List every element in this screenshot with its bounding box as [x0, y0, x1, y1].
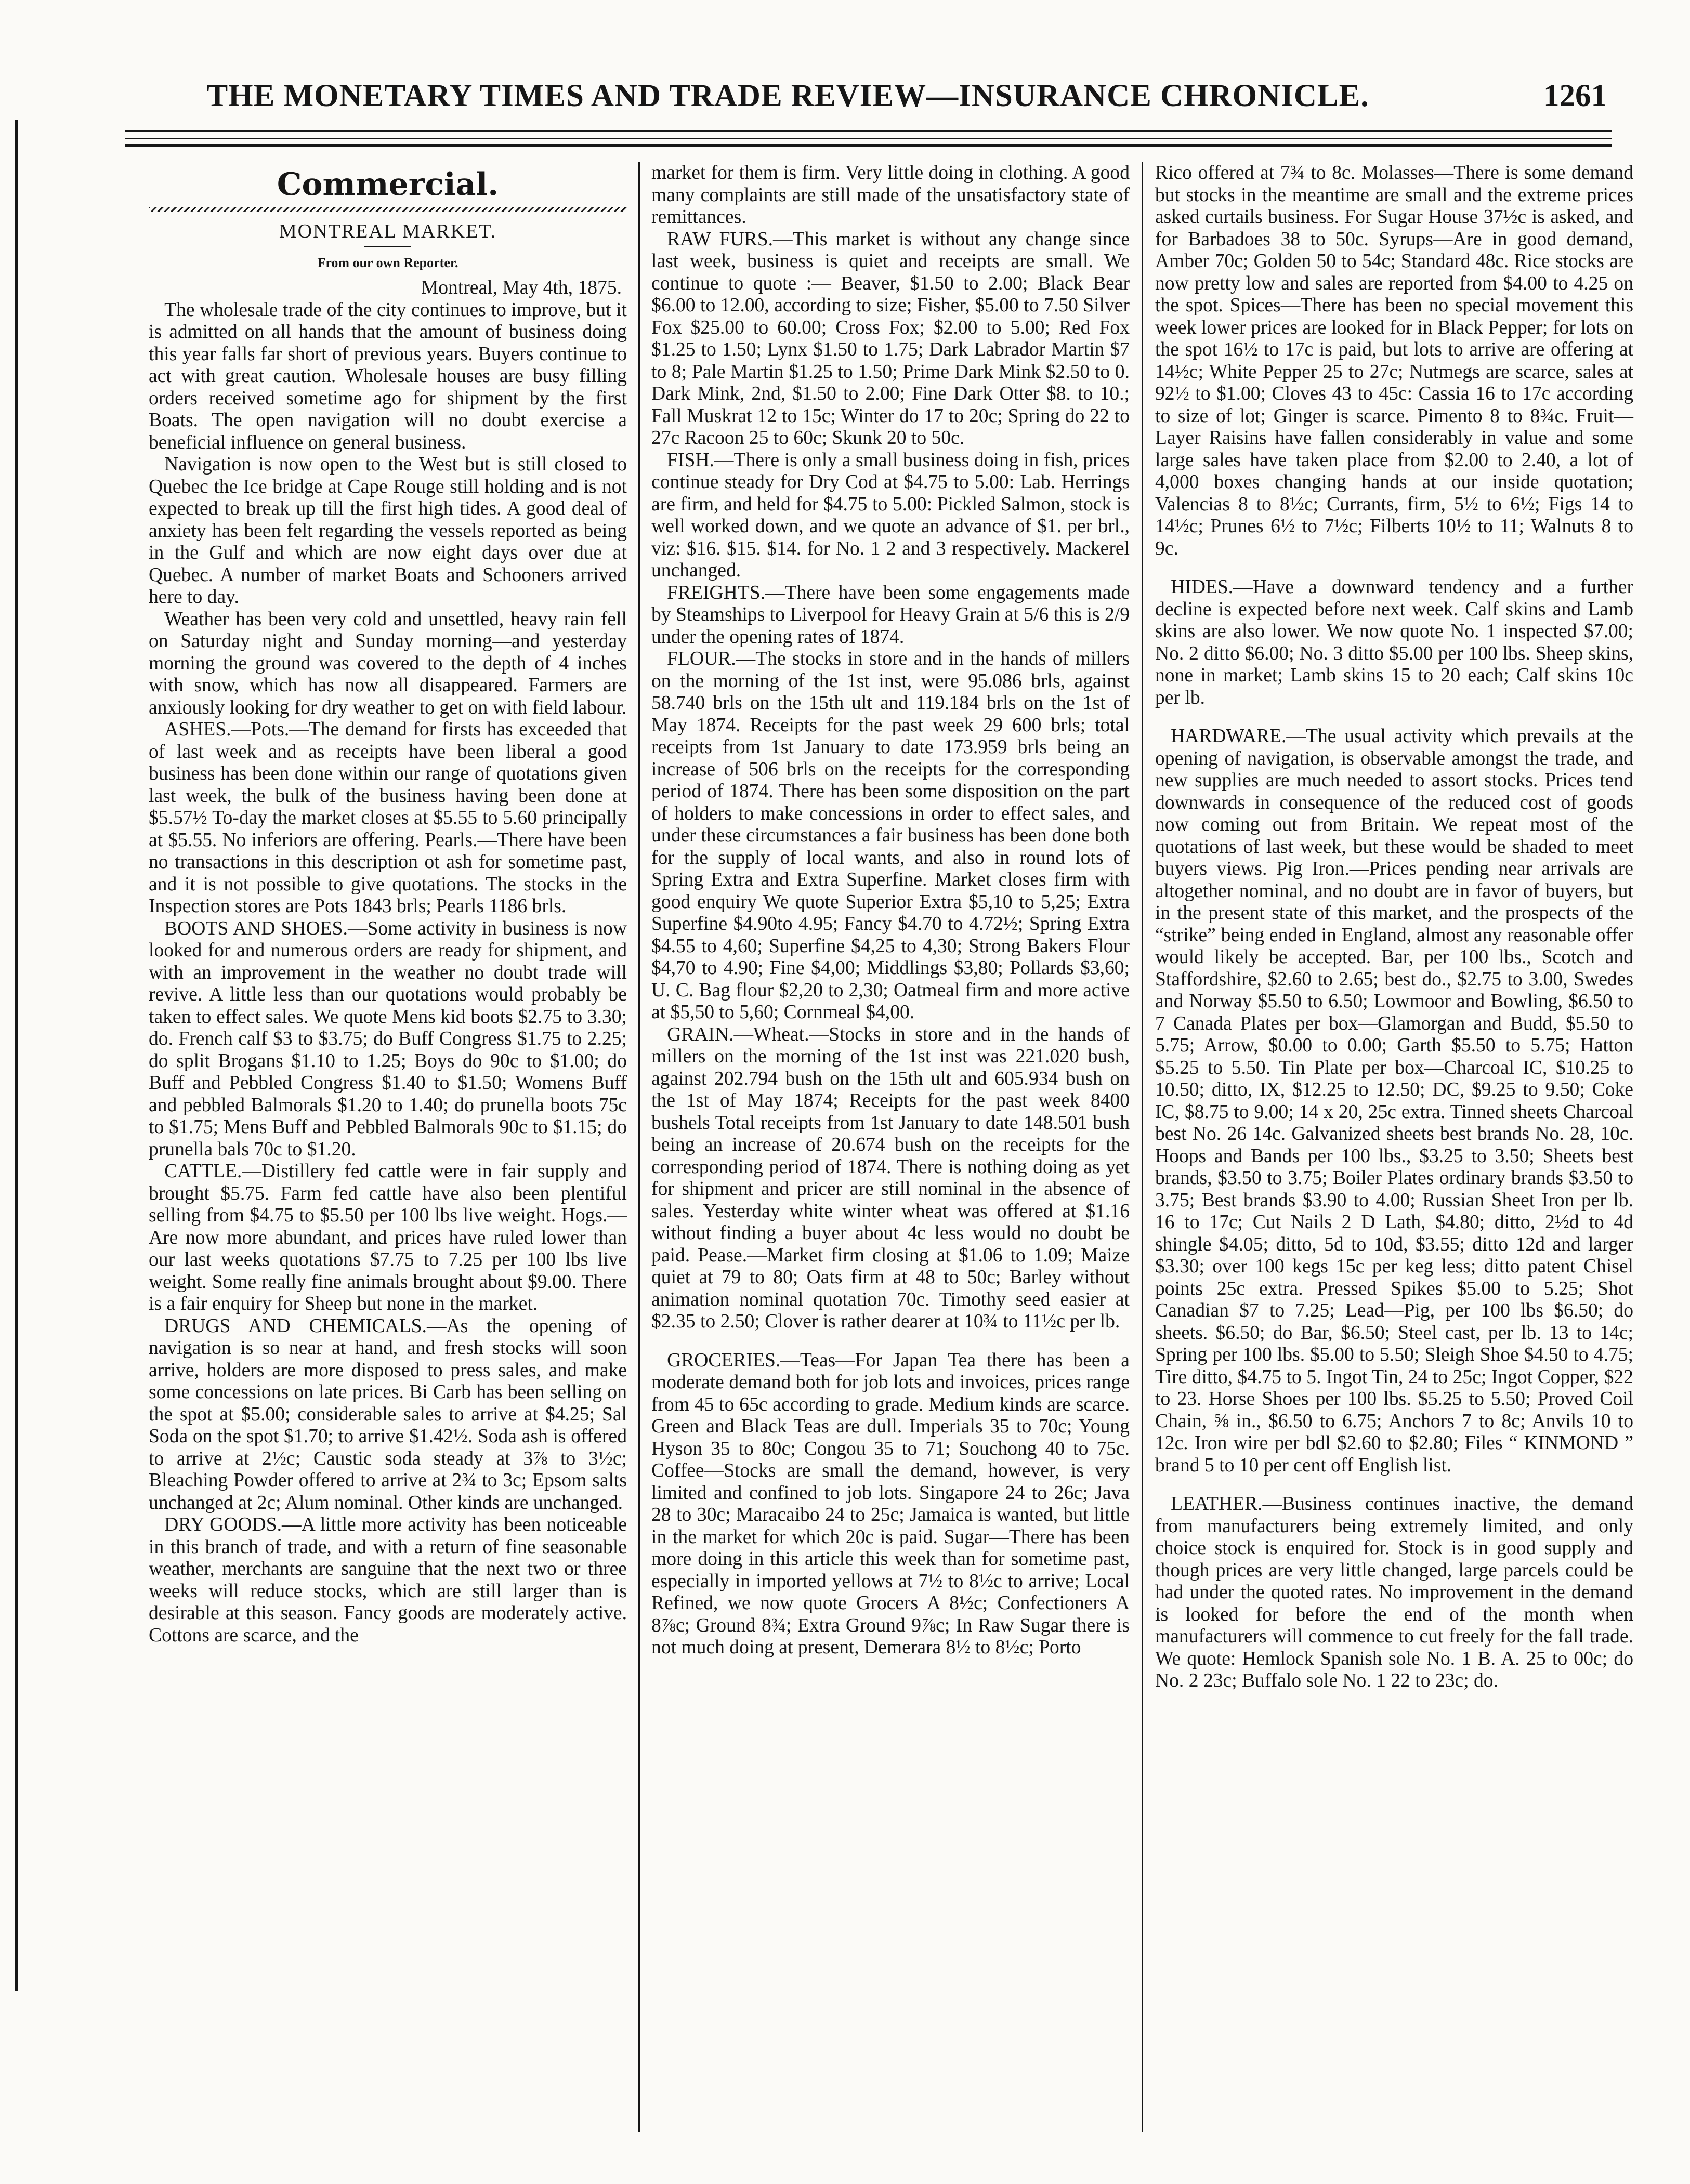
byline: From our own Reporter. [317, 255, 458, 270]
page-header [125, 78, 1607, 120]
article-title: MONTREAL MARKET. [279, 220, 497, 242]
paragraph: market for them is firm. Very little doing in clothing. A good many complaints are still made of the unsatisfactory state of remittances. [651, 162, 1130, 228]
column-1 [149, 162, 627, 1647]
binding-edge [15, 120, 18, 1991]
dateline: Montreal, May 4th, 1875. [421, 277, 622, 298]
column-3 [1155, 162, 1633, 1692]
paragraph-dry-goods: DRY GOODS.—A little more activity has been noticeable in this branch of trade, and with a return of fine seasonable weather, merchants are sanguine that the next two or three weeks will reduce stocks, which are still larger than is desirable at this season. Fancy goods are moderately active. Cottons are scarce, and the [149, 1514, 627, 1646]
paragraph-raw-furs: RAW FURS.—This market is without any change since last week, business is quiet and receipts are small. We continue to quote :— Beaver, $1.50 to 2.00; Black Bear $6.00 to 12.00, according to size; Fisher, $5.00 to 7.50 Silver Fox $25.00 to 60.00; Cross Fox; $2.00 to 5.00; Red Fox $1.25 to 1.50; Lynx $1.50 to 1.75; Dark Labrador Martin $7 to 8; Pale Martin $1.25 to 1.50; Prime Dark Mink $2.50 to 0. Dark Mink, 2nd, $1.50 to 2.00; Fine Dark Otter $8. to 10.; Fall Muskrat 12 to 15c; Winter do 17 to 20c; Spring do 22 to 27c Racoon 25 to 60c; Skunk 20 to 50c. [651, 228, 1130, 449]
paragraph: Weather has been very cold and unsettled, heavy rain fell on Saturday night and Sunday morning—and yesterday morning the ground was covered to the depth of 4 inches with snow, which has now all disappeared. Farmers are anxiously looking for dry weather to get on with field labour. [149, 608, 627, 718]
header-rule [125, 138, 1612, 139]
paragraph-flour: FLOUR.—The stocks in store and in the hands of millers on the morning of the 1st inst, were 95.086 brls, against 58.740 brls on the 15th ult and 119.184 brls on the 1st of May 1874. Receipts for the past week 29 600 brls; total receipts from 1st January to date 173.959 brls being an increase of 506 brls on the receipts for the corresponding period of 1874. There has been some disposition on the part of holders to make concessions in order to effect sales, and under these circumstances a fair business has been done both for the supply of local wants, and also in round lots of Spring Extra and Extra Superfine. Market closes firm with good enquiry We quote Superior Extra $5,10 to 5,25; Extra Superfine $4.90to 4.95; Fancy $4.70 to 4.72½; Spring Extra $4.55 to 4,60; Superfine $4,25 to 4,30; Strong Bakers Flour $4,70 to 4.90; Fine $4,00; Middlings $3,80; Pollards $3,60; U. C. Bag flour $2,20 to 2,30; Oatmeal firm and more active at $5,50 to 5,60; Cornmeal $4,00. [651, 648, 1130, 1023]
paragraph-hardware: HARDWARE.—The usual activity which prevails at the opening of navigation, is observable amongst the trade, and new supplies are much needed to assort stocks. Prices tend downwards in consequence of the reduced cost of goods now coming out from Britain. We repeat most of the quotations of last week, but these would be shaded to meet buyers views. Pig Iron.—Prices pending near arrivals are altogether nominal, and no doubt are in favor of buyers, but in the present state of this market, and the prospects of the “strike” being ended in England, almost any reasonable offer would likely be accepted. Bar, per 100 lbs., Scotch and Staffordshire, $2.60 to 2.65; best do., $2.75 to 3.00, Swedes and Norway $5.50 to 6.50; Lowmoor and Bowling, $6.50 to 7 Canada Plates per box—Glamorgan and Budd, $5.50 to 5.75; Arrow, $0.00 to 0.00; Garth $5.50 to 5.75; Hatton $5.25 to 5.50. Tin Plate per box—Charcoal IC, $10.25 to 10.50; ditto, IX, $12.25 to 12.50; DC, $9.25 to 9.50; Coke IC, $8.75 to 9.00; 14 x 20, 25c extra. Tinned sheets Charcoal best No. 26 14c. Galvanized sheets best brands No. 28, 10c. Hoops and Bands per 100 lbs., $3.25 to 3.50; Sheets best brands, $3.50 to 3.75; Boiler Plates ordinary brands $3.50 to 3.75; Best brands $3.90 to 4.00; Russian Sheet Iron per lb. 16 to 17c; Cut Nails 2 D Lath, $4.80; ditto, 2½d to 4d shingle $4.05; ditto, 5d to 10d, $3.55; ditto 12d and larger $3.30; over 100 kegs 15c per keg less; ditto patent Chisel points 25c extra. Pressed Spikes $5.00 to 5.25; Shot Canadian $7 to 7.25; Lead—Pig, per 100 lbs $6.50; do sheets. $6.50; do Bar, $6.50; Steel cast, per lb. 13 to 14c; Spring per 100 lbs. $5.00 to 5.50; Sleigh Shoe $4.50 to 4.75; Tire ditto, $4.75 to 5. Ingot Tin, 24 to 25c; Ingot Copper, $22 to 23. Horse Shoes per 100 lbs. $5.25 to 5.50; Proved Coil Chain, ⅝ in., $6.50 to 6.75; Anchors 7 to 8c; Anvils 10 to 12c. Iron wire per bdl $2.60 to $2.80; Files “ KINMOND ” brand 5 to 10 per cent off English list. [1155, 726, 1633, 1476]
paragraph-freights: FREIGHTS.—There have been some engagements made by Steamships to Liverpool for Heavy Grain at 5/6 this is 2/9 under the opening rates of 1874. [651, 582, 1130, 648]
paragraph-fish: FISH.—There is only a small business doing in fish, prices continue steady for Dry Cod at $4.75 to 5.00: Lab. Herrings are firm, and held for $4.75 to 5.00: Pickled Salmon, stock is well worked down, and we quote an advance of $1. per brl., viz: $16. $15. $14. for No. 1 2 and 3 respectively. Mackerel unchanged. [651, 449, 1130, 581]
paragraph: The wholesale trade of the city continues to improve, but it is admitted on all hands that the amount of business doing this year falls far short of previous years. Buyers continue to act with great caution. Wholesale houses are busy filling orders received sometime ago for shipment by the first Boats. The open navigation will no doubt exercise a beneficial influence on general business. [149, 299, 627, 453]
paragraph-groceries: GROCERIES.—Teas—For Japan Tea there has been a moderate demand both for job lots and invoices, prices range from 45 to 65c according to grade. Medium kinds are scarce. Green and Black Teas are dull. Imperials 35 to 70c; Young Hyson 35 to 80c; Congou 35 to 71; Souchong 40 to 75c. Coffee—Stocks are small the demand, however, is very limited and confined to job lots. Singapore 24 to 26c; Java 28 to 30c; Maracaibo 24 to 25c; Jamaica is wanted, but little in the market for which 20c is paid. Sugar—There has been more doing in this article this week than for sometime past, especially in imported yellows at 7½ to 8½c to arrive; Local Refined, we now quote Grocers A 8½c; Confectioners A 8⅞c; Ground 8¾; Extra Ground 9⅞c; In Raw Sugar there is not much doing at present, Demerara 8½ to 8½c; Porto [651, 1349, 1130, 1658]
paragraph-ashes: ASHES.—Pots.—The demand for firsts has exceeded that of last week and as receipts have been liberal a good business has been done within our range of quotations given last week, the bulk of the business having been done at $5.57½ To-day the market closes at $5.55 to 5.60 principally at $5.55. No inferiors are offering. Pearls.—There have been no transactions in this description ot ash for sometime past, and it is not possible to give quotations. The stocks in the Inspection stores are Pots 1843 brls; Pearls 1186 brls. [149, 719, 627, 917]
column-divider [1142, 162, 1143, 2132]
paragraph-cattle: CATTLE.—Distillery fed cattle were in fair supply and brought $5.75. Farm fed cattle have also been plentiful selling from $4.75 to $5.50 per 100 lbs live weight. Hogs.—Are now more abundant, and prices have ruled lower than our last weeks quotations $7.75 to 7.25 per 100 lbs live weight. Some really fine animals brought about $9.00. There is a fair enquiry for Sheep but none in the market. [149, 1161, 627, 1314]
column-2 [651, 162, 1130, 1659]
column-divider [638, 162, 640, 2132]
running-head: THE MONETARY TIMES AND TRADE REVIEW—INSURANCE CHRONICLE. [206, 78, 1369, 113]
paragraph-boots-and-shoes: BOOTS AND SHOES.—Some activity in business is now looked for and numerous orders are ready for shipment, and with an improvement in the weather no doubt trade will revive. A little less than our quotations would probably be taken to effect sales. We quote Mens kid boots $2.75 to 3.30; do. French calf $3 to $3.75; do Buff Congress $1.75 to 2.25; do split Brogans $1.10 to 1.25; Boys do 90c to $1.00; do Buff and Pebbled Congress $1.40 to $1.50; Womens Buff and pebbled Balmorals $1.20 to 1.40; do prunella boots 75c to $1.75; Mens Buff and Pebbled Balmorals 90c to $1.15; do prunella bals 70c to $1.20. [149, 917, 627, 1160]
ornamental-rule [149, 207, 627, 212]
paragraph-leather: LEATHER.—Business continues inactive, the demand from manufacturers being extremely limited, and only choice stock is enquired for. Stock is in good supply and though prices are very little changed, large parcels could be had under the quoted rates. No improvement in the demand is looked for before the end of the month when manufacturers will commence to cut freely for the fall trade. We quote: Hemlock Spanish sole No. 1 B. A. 25 to 00c; do No. 2 23c; Buffalo sole No. 1 22 to 23c; do. [1155, 1493, 1633, 1691]
header-rule [125, 130, 1612, 132]
paragraph-hides: HIDES.—Have a downward tendency and a further decline is expected before next week. Calf skins and Lamb skins are also lower. We now quote No. 1 inspected $7.00; No. 2 ditto $6.00; No. 3 ditto $5.00 per 100 lbs. Sheep skins, none in market; Lamb skins 15 to 20 each; Calf skins 10c per lb. [1155, 576, 1633, 708]
paragraph: Rico offered at 7¾ to 8c. Molasses—There is some demand but stocks in the meantime are small and the extreme prices asked curtails business. For Sugar House 37½c is asked, and for Barbadoes 38 to 50c. Syrups—Are in good demand, Amber 70c; Golden 50 to 54c; Standard 48c. Rice stocks are now pretty low and sales are reported from $4.00 to 4.25 on the spot. Spices—There has been no special movement this week lower prices are looked for in Black Pepper; for lots on the spot 16½ to 17c is paid, but lots to arrive are offering at 14½c; White Pepper 25 to 27c; Nutmegs are scarce, sales at 92½ to $1.00; Cloves 43 to 45c: Cassia 16 to 17c according to size of lot; Ginger is scarce. Pimento 8 to 8¾c. Fruit—Layer Raisins have fallen considerably in value and some large sales have taken place from $2.00 to 2.40, a lot of 4,000 boxes changing hands at our inside quotation; Valencias 8 to 8½c; Currants, firm, 5½ to 6½; Figs 14 to 14½c; Prunes 6½ to 7½c; Filberts 10½ to 11; Walnuts 8 to 9c. [1155, 162, 1633, 559]
paragraph-grain: GRAIN.—Wheat.—Stocks in store and in the hands of millers on the morning of the 1st inst was 221.020 bush, against 202.794 bush on the 15th ult and 605.934 bush on the 1st of May 1874; Receipts for the past week 8400 bushels Total receipts from 1st January to date 148.501 bush being an increase of 20.674 bush on the receipts for the corresponding period of 1874. There is nothing doing as yet for shipment and pricer are still nominal in the absence of sales. Yesterday white winter wheat was offered at $1.16 without finding a buyer about 4c less would no doubt be paid. Pease.—Market firm closing at $1.06 to 1.09; Maize quiet at 79 to 80; Oats firm at 48 to 50c; Barley without animation nominal quotation 70c. Timothy seed easier at $2.35 to 2.50; Clover is rather dearer at 10¾ to 11½c per lb. [651, 1023, 1130, 1332]
paragraph-drugs-and-chemicals: DRUGS AND CHEMICALS.—As the opening of navigation is so near at hand, and fresh stocks will soon arrive, holders are more disposed to press sales, and make some concessions on late prices. Bi Carb has been selling on the spot at $5.00; considerable sales to arrive at $4.25; Sal Soda on the spot $1.70; to arrive $1.42½. Soda ash is offered to arrive at 2½c; Caustic soda steady at 3⅞ to 3½c; Bleaching Powder offered to arrive at 2¾ to 3c; Epsom salts unchanged at 2c; Alum nominal. Other kinds are unchanged. [149, 1315, 627, 1514]
short-rule [364, 246, 411, 247]
section-heading: Commercial. [277, 166, 499, 203]
page-number: 1261 [1543, 78, 1607, 113]
paragraph: Navigation is now open to the West but is still closed to Quebec the Ice bridge at Cape Rouge still holding and is not expected to break up till the first high tides. A good deal of anxiety has been felt regarding the vessels reported as being in the Gulf and which are now eight days over due at Quebec. A number of market Boats and Schooners arrived here to day. [149, 454, 627, 608]
header-rule [125, 144, 1612, 147]
